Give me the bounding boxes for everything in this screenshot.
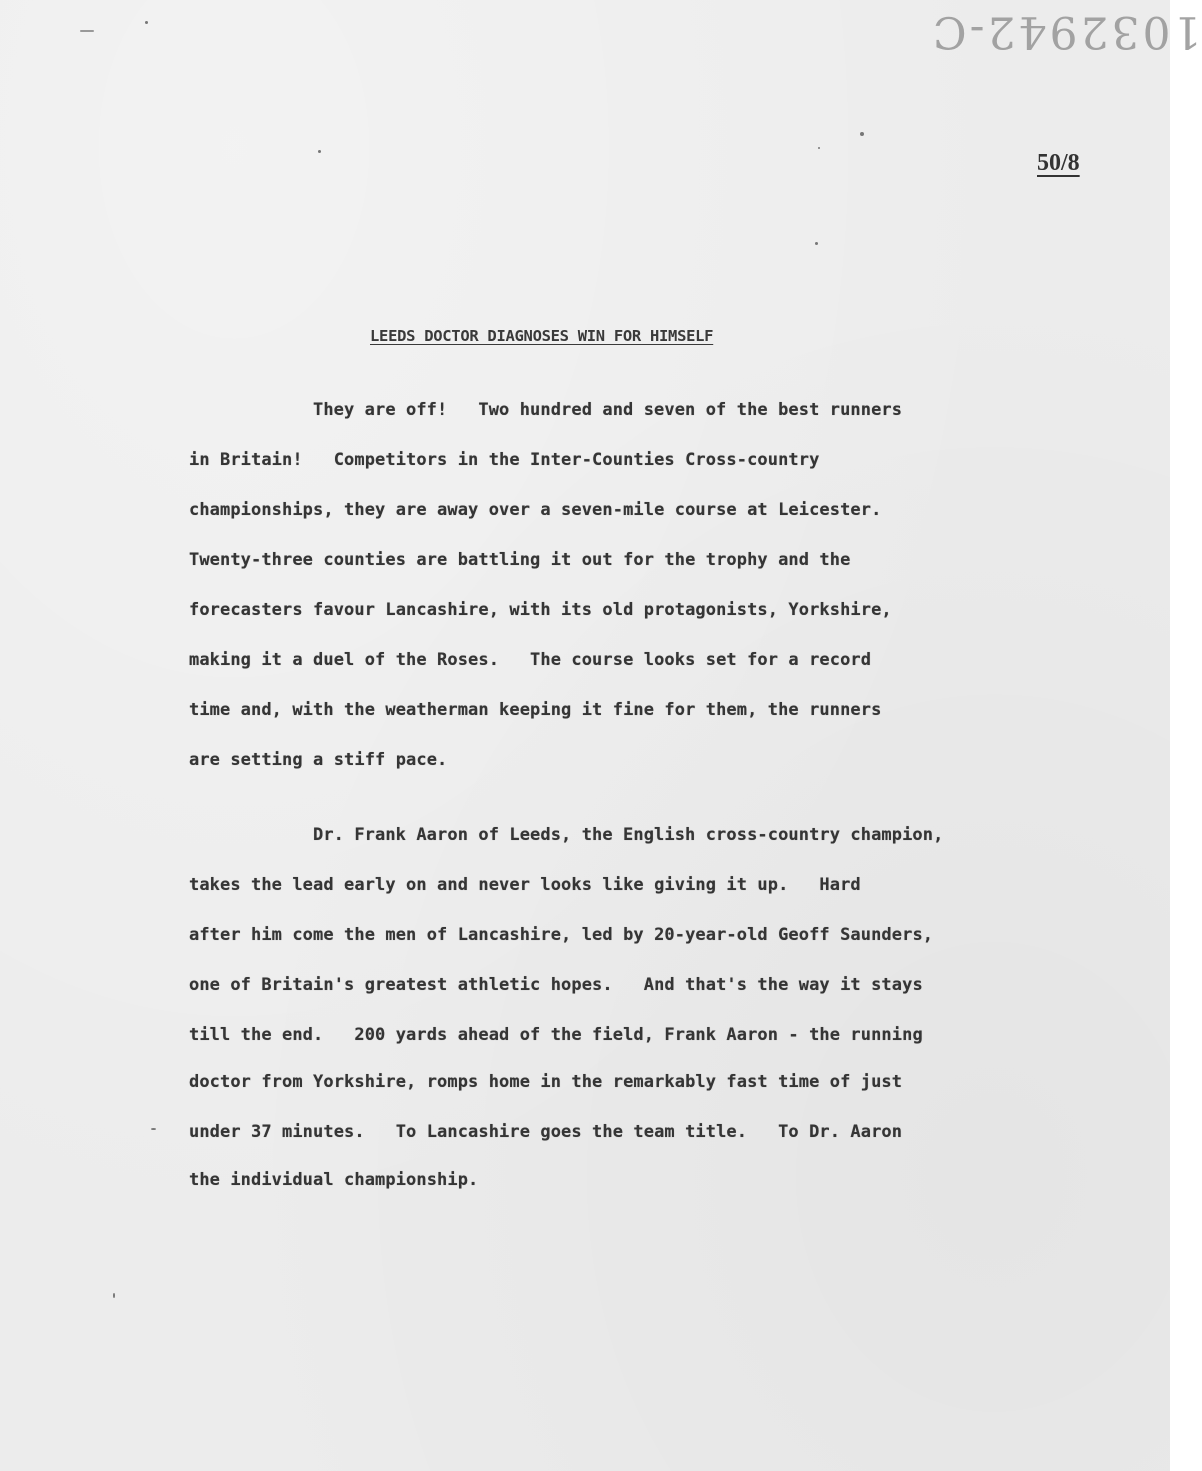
scan-speck (113, 1293, 115, 1298)
paragraph-line: championships, they are away over a seven-mile course at Leicester. (189, 500, 882, 520)
scan-speck (145, 21, 148, 24)
paragraph-line: forecasters favour Lancashire, with its old protagonists, Yorkshire, (189, 600, 892, 620)
paragraph-line: till the end. 200 yards ahead of the field, Frank Aaron - the running (189, 1025, 923, 1045)
paragraph-line: under 37 minutes. To Lancashire goes the team title. To Dr. Aaron (189, 1122, 903, 1142)
page-number: 50/8 (1037, 150, 1080, 176)
paragraph-line: Twenty-three counties are battling it out for the trophy and the (189, 550, 851, 570)
scan-speck (80, 30, 94, 32)
paragraph-line: takes the lead early on and never looks like giving it up. Hard (189, 875, 861, 895)
handwritten-reference-number: 1032942-C (930, 6, 1202, 57)
paragraph-line: after him come the men of Lancashire, led by 20-year-old Geoff Saunders, (189, 925, 934, 945)
paragraph-line: one of Britain's greatest athletic hopes. And that's the way it stays (189, 975, 923, 995)
scan-speck (860, 132, 864, 136)
paragraph-line: in Britain! Competitors in the Inter-Counties Cross-country (189, 450, 820, 470)
paragraph-line: They are off! Two hundred and seven of the best runners (313, 400, 903, 420)
paragraph-line: the individual championship. (189, 1170, 479, 1190)
scan-speck (818, 147, 820, 149)
paragraph-line: Dr. Frank Aaron of Leeds, the English cross-country champion, (313, 825, 944, 845)
article-title: LEEDS DOCTOR DIAGNOSES WIN FOR HIMSELF (370, 327, 714, 345)
scan-speck (318, 150, 321, 153)
paragraph-line: are setting a stiff pace. (189, 750, 448, 770)
paragraph-line: doctor from Yorkshire, romps home in the remarkably fast time of just (189, 1072, 903, 1092)
paragraph-line: time and, with the weatherman keeping it fine for them, the runners (189, 700, 882, 720)
paragraph-line: making it a duel of the Roses. The course looks set for a record (189, 650, 872, 670)
scan-speck (151, 1128, 156, 1130)
scan-speck (815, 242, 818, 245)
